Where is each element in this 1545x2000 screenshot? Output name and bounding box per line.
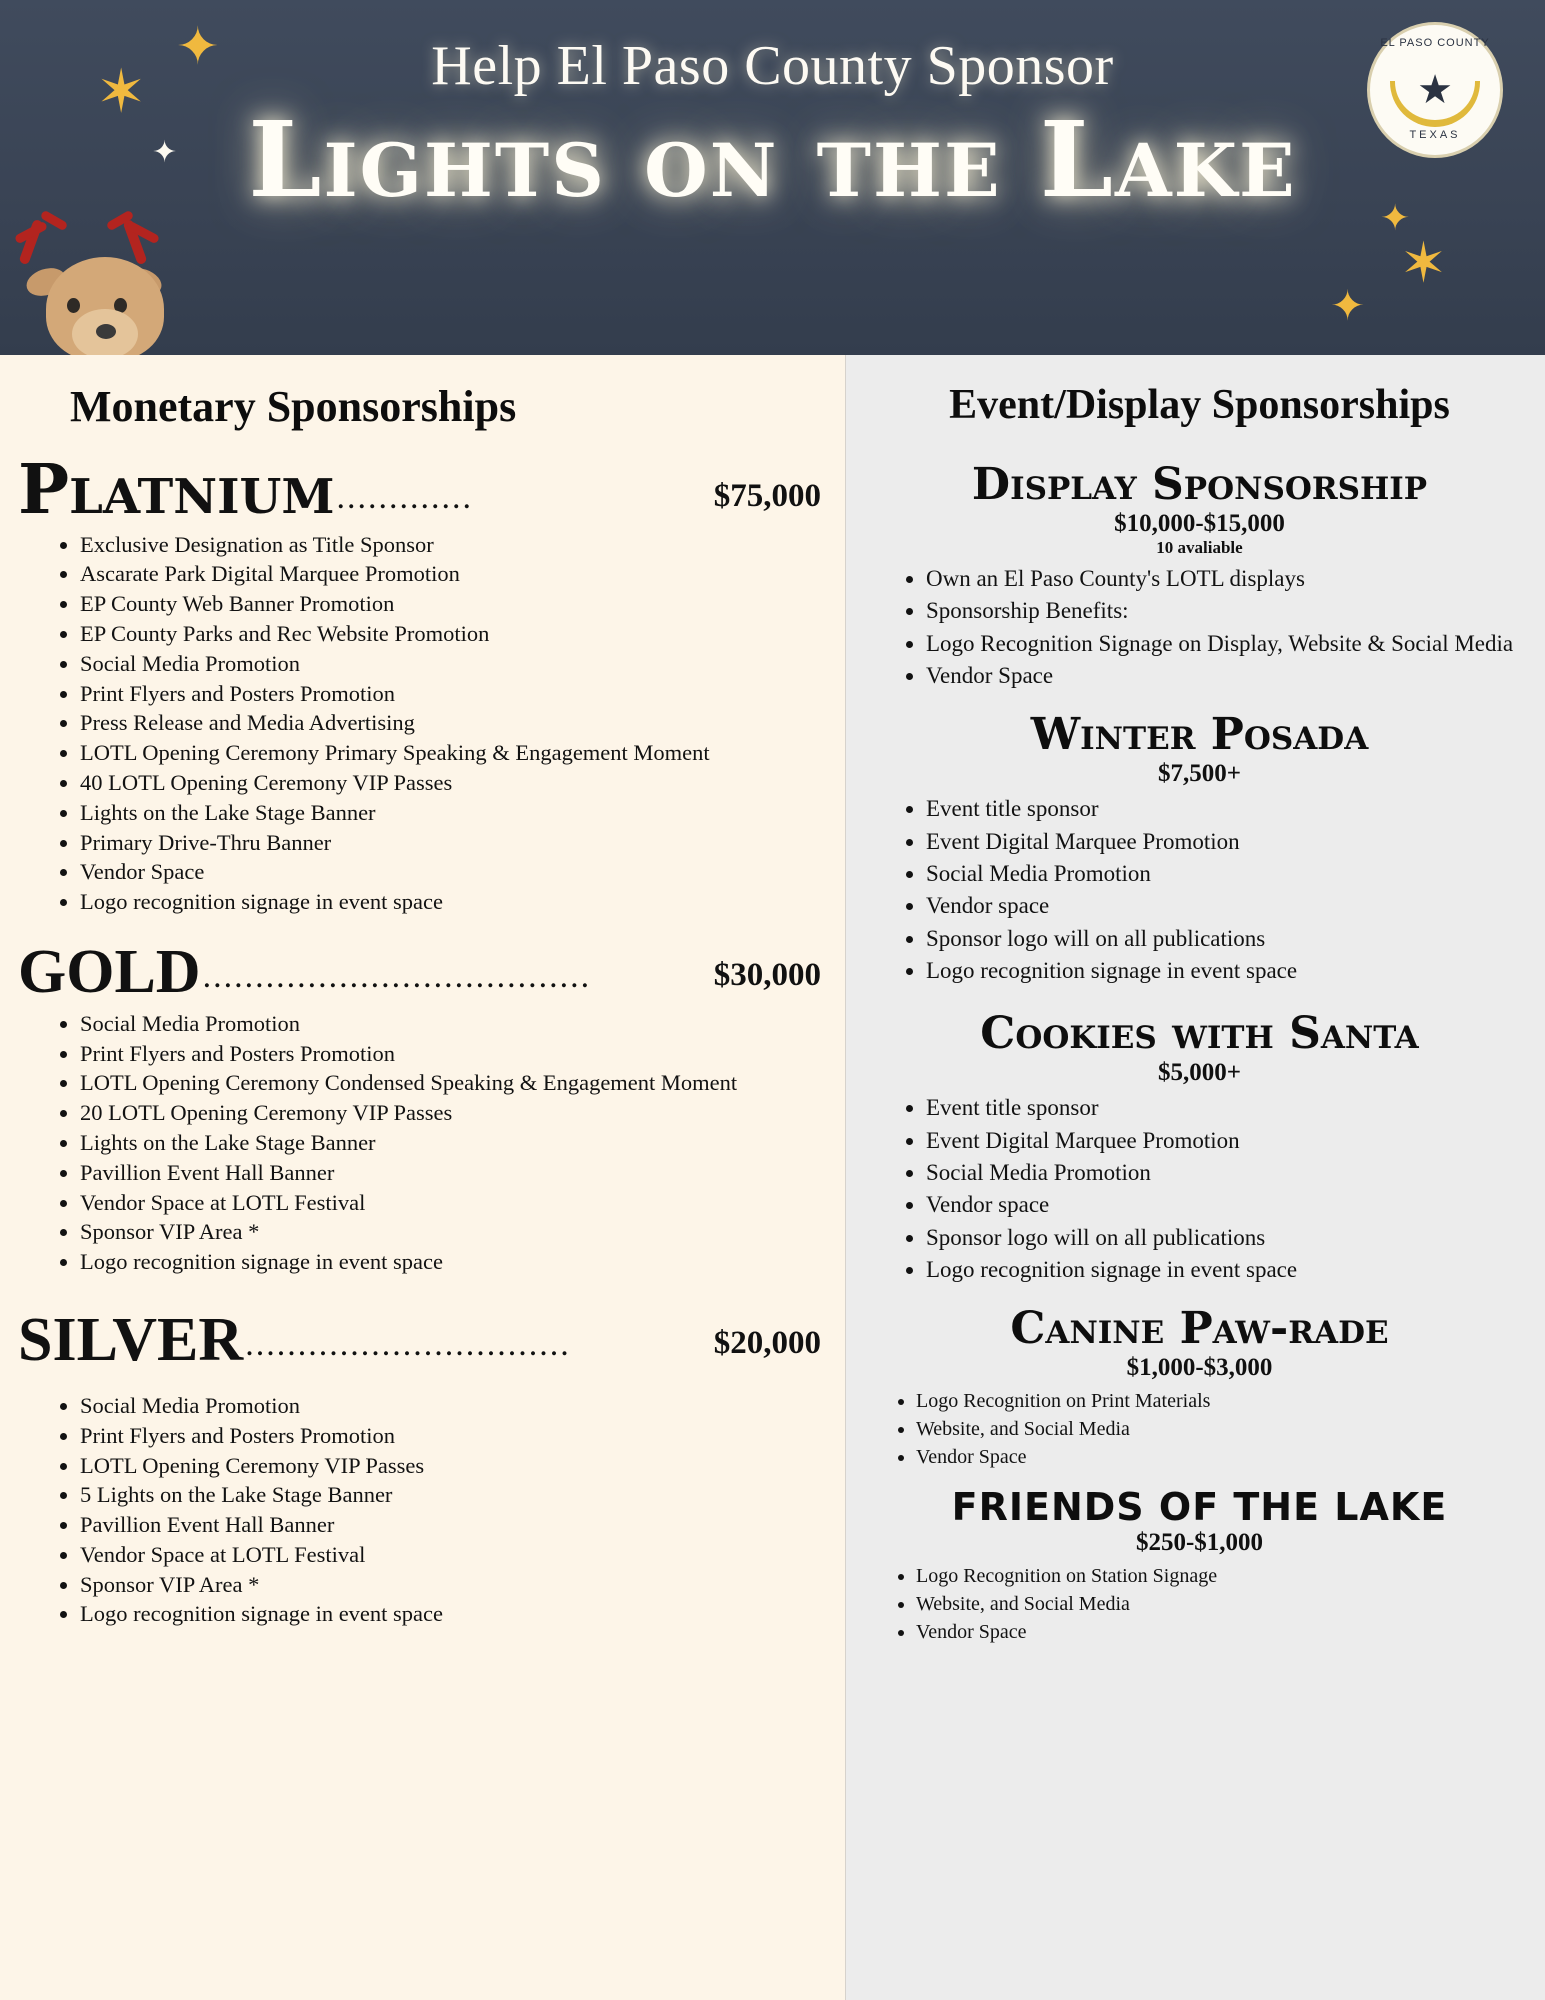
tier-price: $30,000	[713, 956, 821, 993]
tier-dots: .....................................	[202, 959, 592, 995]
event-title: Display Sponsorship	[971, 459, 1428, 510]
list-item: • LOTL Opening Ceremony VIP Passes	[80, 1452, 821, 1481]
list-item: • Vendor Space	[916, 1619, 1531, 1645]
list-item: • Event title sponsor	[926, 1093, 1531, 1123]
event-availability-note: 10 avaliable	[1156, 537, 1243, 557]
list-item: • Press Release and Media Advertising	[80, 709, 821, 738]
sparkle-icon: ✦	[1380, 198, 1411, 238]
tier-gold	[18, 937, 821, 1277]
list-item: • Lights on the Lake Stage Banner	[80, 1129, 821, 1158]
list-item: • Print Flyers and Posters Promotion	[80, 1422, 821, 1451]
sparkle-icon: ✦	[1330, 284, 1366, 330]
event-title: Winter Posada	[1030, 709, 1369, 761]
sparkle-icon: ✦	[176, 19, 220, 76]
event-price: $250-$1,000	[1135, 1529, 1264, 1556]
list-item: • Logo recognition signage in event space	[926, 1255, 1531, 1285]
list-item: • Sponsor VIP Area *	[80, 1218, 821, 1247]
list-item: • Own an El Paso County's LOTL displays	[926, 564, 1531, 594]
event-price: $5,000+	[1158, 1059, 1241, 1087]
list-item: • Vendor Space	[916, 1444, 1531, 1470]
monetary-sponsorships-column	[0, 355, 845, 2000]
list-item: • Logo recognition signage in event space	[80, 1248, 821, 1277]
event-cookies-with-santa	[868, 1008, 1531, 1285]
tier-dots: .............	[336, 480, 474, 516]
tier-silver	[18, 1306, 821, 1629]
list-item: • Sponsor VIP Area *	[80, 1571, 821, 1600]
list-item: • Event Digital Marquee Promotion	[926, 827, 1531, 857]
monetary-heading: Monetary Sponsorships	[70, 382, 517, 431]
list-item: • EP County Web Banner Promotion	[80, 590, 821, 619]
event-display-sponsorship	[868, 459, 1531, 691]
tier-benefits-list	[18, 531, 821, 917]
el-paso-county-seal	[1367, 22, 1503, 158]
tier-name: GOLD	[18, 937, 201, 1006]
tier-platinum	[18, 450, 821, 917]
event-price: $1,000-$3,000	[1126, 1354, 1273, 1382]
list-item: • EP County Parks and Rec Website Promotion	[80, 620, 821, 649]
list-item: • Vendor Space	[80, 858, 821, 887]
list-item: • Print Flyers and Posters Promotion	[80, 1040, 821, 1069]
list-item: • Social Media Promotion	[80, 1392, 821, 1421]
page-header	[0, 0, 1545, 355]
list-item: • Social Media Promotion	[926, 859, 1531, 889]
list-item: • Event Digital Marquee Promotion	[926, 1126, 1531, 1156]
event-display-sponsorships-column	[845, 355, 1545, 2000]
list-item: • Logo recognition signage in event space	[80, 1600, 821, 1629]
event-winter-posada	[868, 709, 1531, 986]
list-item: • Print Flyers and Posters Promotion	[80, 680, 821, 709]
list-item: • Vendor space	[926, 891, 1531, 921]
event-benefits-list	[868, 564, 1531, 691]
sparkle-icon: ✶	[96, 59, 147, 125]
list-item: • Logo Recognition on Print Materials	[916, 1388, 1531, 1414]
list-item: • Vendor Space at LOTL Festival	[80, 1541, 821, 1570]
list-item: • Website, and Social Media	[916, 1591, 1531, 1617]
list-item: • Sponsor logo will on all publications	[926, 1223, 1531, 1253]
list-item: • Event title sponsor	[926, 794, 1531, 824]
list-item: • Vendor Space	[926, 661, 1531, 691]
page-title: Help El Paso County Sponsor	[431, 35, 1114, 97]
tier-price: $75,000	[713, 477, 821, 514]
list-item: • Social Media Promotion	[80, 1010, 821, 1039]
sparkle-icon: ✶	[1400, 233, 1447, 295]
list-item: • 20 LOTL Opening Ceremony VIP Passes	[80, 1099, 821, 1128]
event-benefits-list	[868, 1093, 1531, 1285]
list-item: • Pavillion Event Hall Banner	[80, 1511, 821, 1540]
list-item: • Lights on the Lake Stage Banner	[80, 799, 821, 828]
event-benefits-list	[868, 1388, 1531, 1470]
event-price: $7,500+	[1158, 760, 1241, 788]
tier-price: $20,000	[713, 1324, 821, 1361]
event-name-title: Lights on the Lake	[248, 98, 1297, 221]
reindeer-icon	[10, 221, 200, 355]
event-benefits-list	[868, 1563, 1531, 1645]
event-price: $10,000-$15,000	[1114, 509, 1285, 537]
wreath-icon	[1390, 81, 1480, 127]
list-item: • Sponsor logo will on all publications	[926, 924, 1531, 954]
sparkle-icon: ✦	[152, 136, 178, 169]
star-icon: ★	[1417, 67, 1453, 112]
list-item: • 5 Lights on the Lake Stage Banner	[80, 1481, 821, 1510]
event-title: FRIENDS OF THE LAKE	[951, 1485, 1448, 1530]
event-title: Canine Paw-rade	[1010, 1303, 1389, 1355]
list-item: • Logo recognition signage in event space	[926, 956, 1531, 986]
seal-top-text: EL PASO COUNTY	[1380, 37, 1490, 49]
list-item: • Website, and Social Media	[916, 1416, 1531, 1442]
list-item: • Primary Drive-Thru Banner	[80, 829, 821, 858]
event-canine-paw-rade	[868, 1303, 1531, 1470]
list-item: • LOTL Opening Ceremony Primary Speaking & Engagement Moment	[80, 739, 821, 768]
seal-bottom-text: TEXAS	[1409, 129, 1461, 141]
list-item: • Logo Recognition Signage on Display, Website & Social Media	[926, 629, 1531, 659]
list-item: • Exclusive Designation as Title Sponsor	[80, 531, 821, 560]
list-item: • Vendor space	[926, 1190, 1531, 1220]
list-item: • Social Media Promotion	[80, 650, 821, 679]
content-columns	[0, 355, 1545, 2000]
list-item: • Pavillion Event Hall Banner	[80, 1159, 821, 1188]
tier-benefits-list	[18, 1392, 821, 1629]
event-title: Cookies with Santa	[980, 1008, 1419, 1060]
list-item: • LOTL Opening Ceremony Condensed Speaking & Engagement Moment	[80, 1069, 821, 1098]
tier-name: Platnium	[18, 450, 335, 530]
list-item: • Sponsorship Benefits:	[926, 596, 1531, 626]
event-friends-of-the-lake	[868, 1485, 1531, 1645]
event-benefits-list	[868, 794, 1531, 986]
tier-name: SILVER	[18, 1306, 244, 1375]
tier-benefits-list	[18, 1010, 821, 1277]
list-item: • Logo Recognition on Station Signage	[916, 1563, 1531, 1589]
list-item: • Logo recognition signage in event space	[80, 888, 821, 917]
tier-dots: ...............................	[245, 1327, 571, 1363]
list-item: • Social Media Promotion	[926, 1158, 1531, 1188]
list-item: • Ascarate Park Digital Marquee Promotion	[80, 560, 821, 589]
list-item: • 40 LOTL Opening Ceremony VIP Passes	[80, 769, 821, 798]
list-item: • Vendor Space at LOTL Festival	[80, 1189, 821, 1218]
event-display-heading: Event/Display Sponsorships	[949, 382, 1450, 428]
